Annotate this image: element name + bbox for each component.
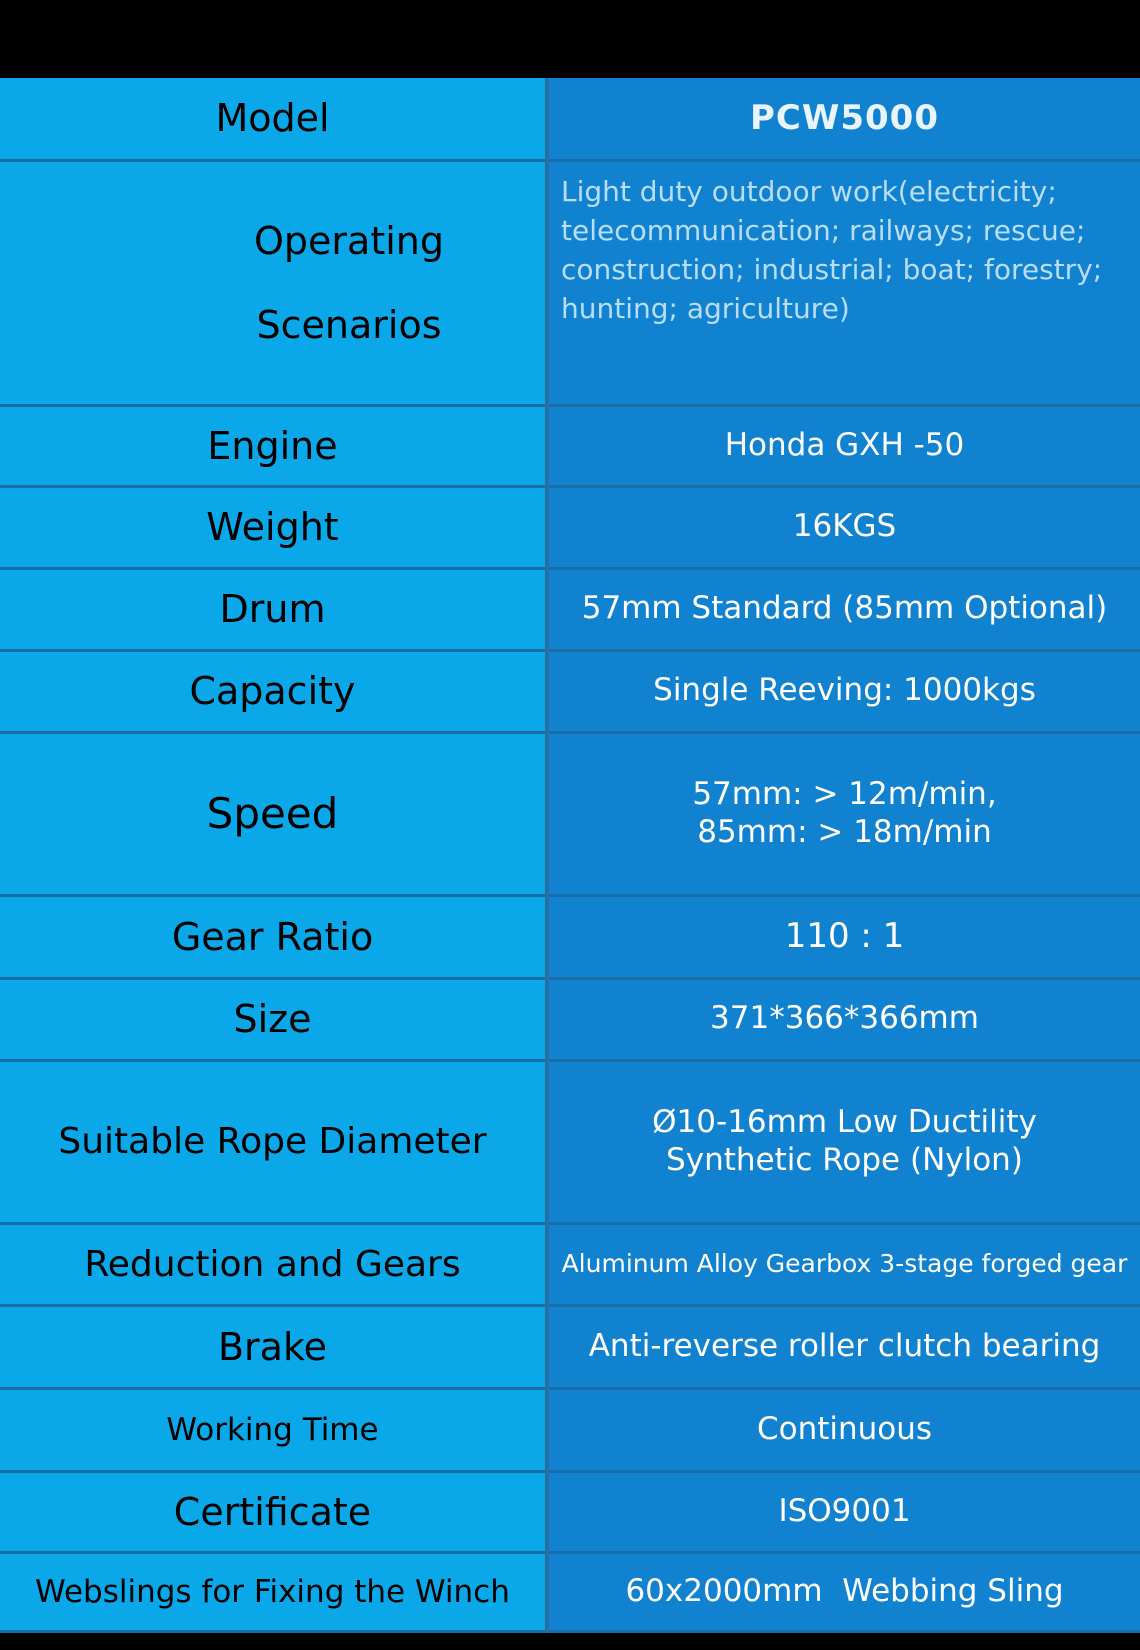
value-operating-scenarios: Light duty outdoor work(electricity; telecommunication; railways; rescue; construction; industrial; boat; forestry; hunting; agriculture) bbox=[547, 160, 1140, 405]
row-webslings bbox=[0, 1552, 1140, 1631]
label-model: Model bbox=[0, 78, 547, 160]
value-engine: Honda GXH -50 bbox=[547, 405, 1140, 486]
label-engine: Engine bbox=[0, 405, 547, 486]
rope-line-2: Synthetic Rope (Nylon) bbox=[666, 1141, 1023, 1178]
speed-line-2: 85mm: > 18m/min bbox=[697, 813, 992, 850]
value-capacity: Single Reeving: 1000kgs bbox=[547, 650, 1140, 732]
row-working-time bbox=[0, 1388, 1140, 1471]
label-line-2: Scenarios bbox=[256, 302, 442, 347]
value-certificate: ISO9001 bbox=[547, 1471, 1140, 1552]
value-drum: 57mm Standard (85mm Optional) bbox=[547, 568, 1140, 650]
value-webslings: 60x2000mm Webbing Sling bbox=[547, 1552, 1140, 1631]
row-engine bbox=[0, 405, 1140, 486]
value-weight: 16KGS bbox=[547, 486, 1140, 568]
row-model bbox=[0, 78, 1140, 160]
label-webslings: Webslings for Fixing the Winch bbox=[0, 1552, 547, 1631]
model-number: PCW5000 bbox=[749, 97, 939, 138]
row-speed bbox=[0, 732, 1140, 895]
value-rope-diameter bbox=[547, 1060, 1140, 1223]
value-working-time: Continuous bbox=[547, 1388, 1140, 1471]
row-size bbox=[0, 978, 1140, 1060]
row-weight bbox=[0, 486, 1140, 568]
row-capacity bbox=[0, 650, 1140, 732]
row-certificate bbox=[0, 1471, 1140, 1552]
value-brake: Anti-reverse roller clutch bearing bbox=[547, 1305, 1140, 1388]
value-reduction-gears: Aluminum Alloy Gearbox 3-stage forged gear bbox=[547, 1223, 1140, 1305]
label-reduction-gears: Reduction and Gears bbox=[0, 1223, 547, 1305]
row-reduction-gears bbox=[0, 1223, 1140, 1305]
rope-line-1: Ø10-16mm Low Ductility bbox=[652, 1103, 1037, 1140]
label-rope-diameter: Suitable Rope Diameter bbox=[0, 1060, 547, 1223]
value-speed bbox=[547, 732, 1140, 895]
row-gear-ratio bbox=[0, 895, 1140, 978]
label-size: Size bbox=[0, 978, 547, 1060]
top-black-band bbox=[0, 0, 1140, 78]
value-gear-ratio: 110 : 1 bbox=[547, 895, 1140, 978]
row-rope-diameter bbox=[0, 1060, 1140, 1223]
row-drum bbox=[0, 568, 1140, 650]
label-operating-scenarios bbox=[0, 160, 547, 405]
label-certificate: Certificate bbox=[0, 1471, 547, 1552]
label-speed: Speed bbox=[0, 732, 547, 895]
label-gear-ratio: Gear Ratio bbox=[0, 895, 547, 978]
value-size: 371*366*366mm bbox=[547, 978, 1140, 1060]
speed-line-1: 57mm: > 12m/min, bbox=[692, 775, 997, 812]
label-working-time: Working Time bbox=[0, 1388, 547, 1471]
label-drum: Drum bbox=[0, 568, 547, 650]
label-capacity: Capacity bbox=[0, 650, 547, 732]
value-model bbox=[547, 78, 1140, 160]
spec-table bbox=[0, 78, 1140, 1633]
row-operating-scenarios bbox=[0, 160, 1140, 405]
label-brake: Brake bbox=[0, 1305, 547, 1388]
label-line-1: Operating bbox=[254, 218, 444, 263]
label-weight: Weight bbox=[0, 486, 547, 568]
row-brake bbox=[0, 1305, 1140, 1388]
